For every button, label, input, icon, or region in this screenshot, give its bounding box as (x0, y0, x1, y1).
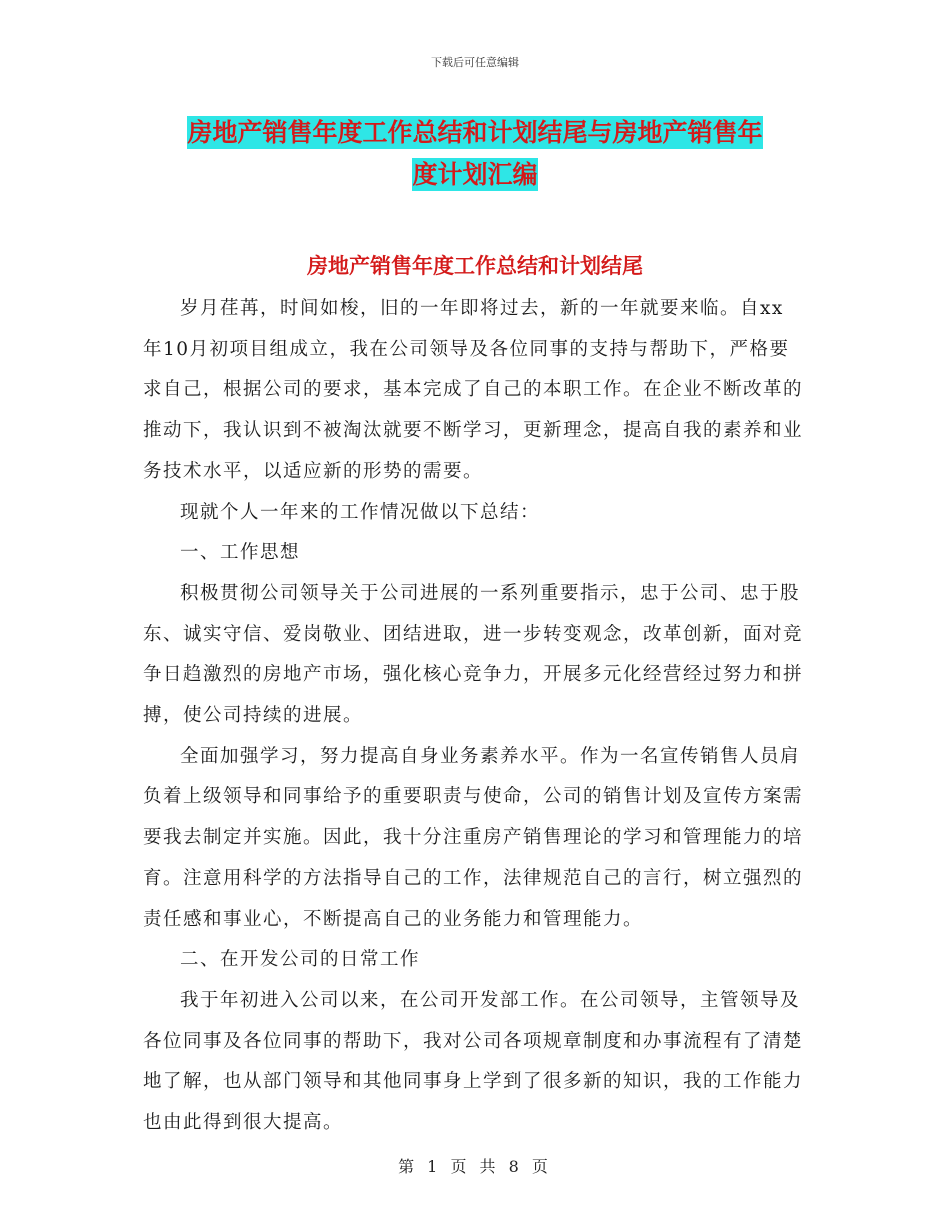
title-line-2: 度计划汇编 (412, 160, 538, 189)
paragraph: 全面加强学习，努力提高自身业务素养水平。作为一名宣传销售人员肩负着上级领导和同事给予的重要职责与使命，公司的销售计划及宣传方案需要我去制定并实施。因此，我十分注重房产销售理论的学习和管理能力的培育。注意用科学的方法指导自己的工作，法律规范自己的言行，树立强烈的责任感和事业心，不断提高自己的业务能力和管理能力。 (143, 745, 804, 930)
paragraph: 岁月荏苒，时间如梭，旧的一年即将过去，新的一年就要来临。自xx年10月初项目组成立，我在公司领导及各位同事的支持与帮助下，严格要求自己，根据公司的要求，基本完成了自己的本职工作。在企业不断改革的推动下，我认识到不被淘汰就要不断学习，更新理念，提高自我的素养和业务技术水平，以适应新的形势的需要。 (143, 298, 804, 482)
paragraph: 积极贯彻公司领导关于公司进展的一系列重要指示，忠于公司、忠于股东、诚实守信、爱岗敬业、团结进取，进一步转变观念，改革创新，面对竞争日趋激烈的房地产市场，强化核心竞争力，开展多元化经营经过努力和拼搏，使公司持续的进展。 (143, 582, 804, 727)
section-title: 房地产销售年度工作总结和计划结尾 (307, 254, 643, 278)
document-body (143, 289, 803, 1144)
paragraph: 现就个人一年来的工作情况做以下总结： (180, 501, 541, 523)
heading-work-thoughts: 一、工作思想 (180, 542, 301, 564)
title-line-1: 房地产销售年度工作总结和计划结尾与房地产销售年 (187, 118, 763, 147)
paragraph: 我于年初进入公司以来，在公司开发部工作。在公司领导，主管领导及各位同事及各位同事的帮助下，我对公司各项规章制度和办事流程有了清楚地了解，也从部门领导和其他同事身上学到了很多新的知识，我的工作能力也由此得到很大提高。 (143, 989, 804, 1134)
header-note: 下载后可任意编辑 (431, 56, 519, 69)
document-title (140, 112, 810, 196)
page-number-footer: 第 1 页 共 8 页 (398, 1157, 552, 1176)
heading-daily-work: 二、在开发公司的日常工作 (180, 949, 421, 971)
